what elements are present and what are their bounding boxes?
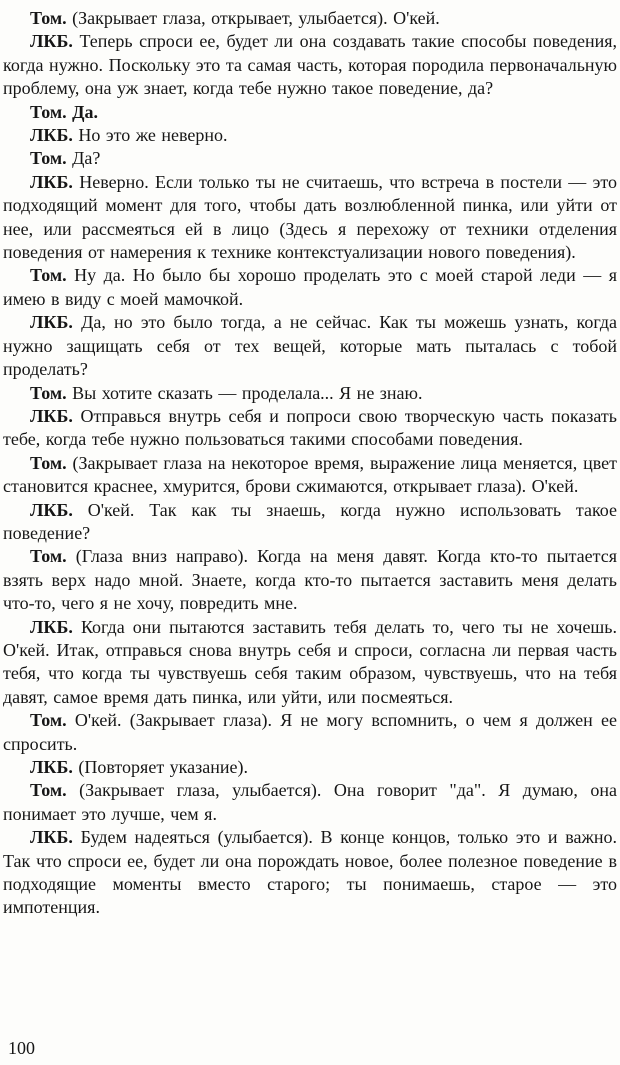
speech-text: Да? [72,148,101,169]
speaker-label: ЛКБ. [30,827,73,848]
dialogue-paragraph [3,30,617,100]
speech-text: (Закрывает глаза, открывает, улыбается). О'кей. [72,8,440,28]
speaker-label: ЛКБ. [30,312,73,333]
dialogue-paragraph [3,709,617,756]
dialogue-paragraph [3,124,617,147]
dialogue-paragraph [3,499,617,546]
dialogue-paragraph [3,826,617,920]
speaker-label: Том. [30,101,67,122]
speaker-label: Том. [30,8,67,28]
dialogue-text [3,7,617,920]
dialogue-paragraph [3,147,617,170]
speech-text: О'кей. Так как ты знаешь, когда нужно использовать такое поведение? [3,499,617,543]
dialogue-paragraph [3,382,617,405]
speech-text: Да. [72,101,99,122]
speech-text: Но это же неверно. [78,125,228,146]
dialogue-paragraph [3,405,617,452]
speaker-label: ЛКБ. [30,499,73,520]
speaker-label: Том. [30,265,67,286]
speech-text: (Закрывает глаза на некоторое время, выражение лица меняется, цвет становится краснее, хмурится, брови сжимаются, открывает глаза). О'кей. [3,452,617,497]
speaker-label: Том. [30,710,67,731]
speaker-label: Том. [30,546,67,567]
speech-text: Неверно. Если только ты не считаешь, что встреча в постели — это подходящий момент для того, чтобы дать возлюбленной пинка, или уйти от нее, или рассмеяться ей в лицо (Здесь я перехожу от техники отделения поведения от намерения к технике контекстуализации нового поведения). [3,171,617,263]
speech-text: Будем надеяться (улыбается). В конце концов, только это и важно. Так что спроси ее, будет ли она порождать новое, более полезное поведение в подходящие моменты вместо старого; ты понимаешь, старое — это импотенция. [3,827,618,918]
speech-text: О'кей. (Закрывает глаза). Я не могу вспомнить, о чем я должен ее спросить. [3,710,617,754]
speech-text: (Глаза вниз направо). Когда на меня давят. Когда кто-то пытается взять верх надо мной. Знаете, когда кто-то пытается заставить меня делать что-то, чего я не хочу, повредить мне. [3,546,617,614]
speaker-label: ЛКБ. [30,757,73,777]
dialogue-paragraph [3,452,617,499]
dialogue-paragraph [3,545,617,615]
speaker-label: ЛКБ. [30,31,73,52]
page-number: 100 [8,1038,35,1058]
speech-text: Ну да. Но было бы хорошо проделать это с моей старой леди — я имею в виду с моей мамочкой. [3,265,617,309]
speaker-label: Том. [30,780,67,801]
dialogue-paragraph [3,779,617,826]
speech-text: Теперь спроси ее, будет ли она создавать такие способы поведения, когда нужно. Поскольку это та самая часть, которая породила первоначальную проблему, она уж знает, когда тебе нужно такое поведение, да? [3,31,617,99]
dialogue-paragraph [3,264,617,311]
speaker-label: ЛКБ. [30,616,73,637]
speaker-label: Том. [30,452,67,473]
dialogue-paragraph [3,756,617,779]
speaker-label: Том. [30,382,67,403]
speech-text: Когда они пытаются заставить тебя делать то, чего ты не хочешь. О'кей. Итак, отправься снова внутрь себя и спроси, согласна ли первая часть тебя, что когда ты чувствуешь себя таким образом, чувствуешь, что на тебя давят, самое время дать пинка, или уйти, или посмеяться. [3,616,618,707]
speaker-label: ЛКБ. [30,405,73,426]
speech-text: (Повторяет указание). [78,757,248,777]
dialogue-paragraph [3,101,617,124]
dialogue-paragraph [3,7,617,30]
speech-text: (Закрывает глаза, улыбается). Она говорит "да". Я думаю, она понимает это лучше, чем я. [3,780,617,824]
speaker-label: ЛКБ. [30,171,73,192]
speech-text: Вы хотите сказать — проделала... Я не знаю. [72,382,423,403]
speaker-label: ЛКБ. [30,125,73,146]
dialogue-paragraph [3,311,617,381]
speech-text: Да, но это было тогда, а не сейчас. Как ты можешь узнать, когда нужно защищать себя от тех вещей, которые мать пыталась с тобой проделать? [3,312,617,380]
dialogue-paragraph [3,171,617,265]
speech-text: Отправься внутрь себя и попроси свою творческую часть показать тебе, когда тебе нужно пользоваться такими способами поведения. [3,405,618,450]
dialogue-paragraph [3,616,617,710]
speaker-label: Том. [30,148,67,169]
